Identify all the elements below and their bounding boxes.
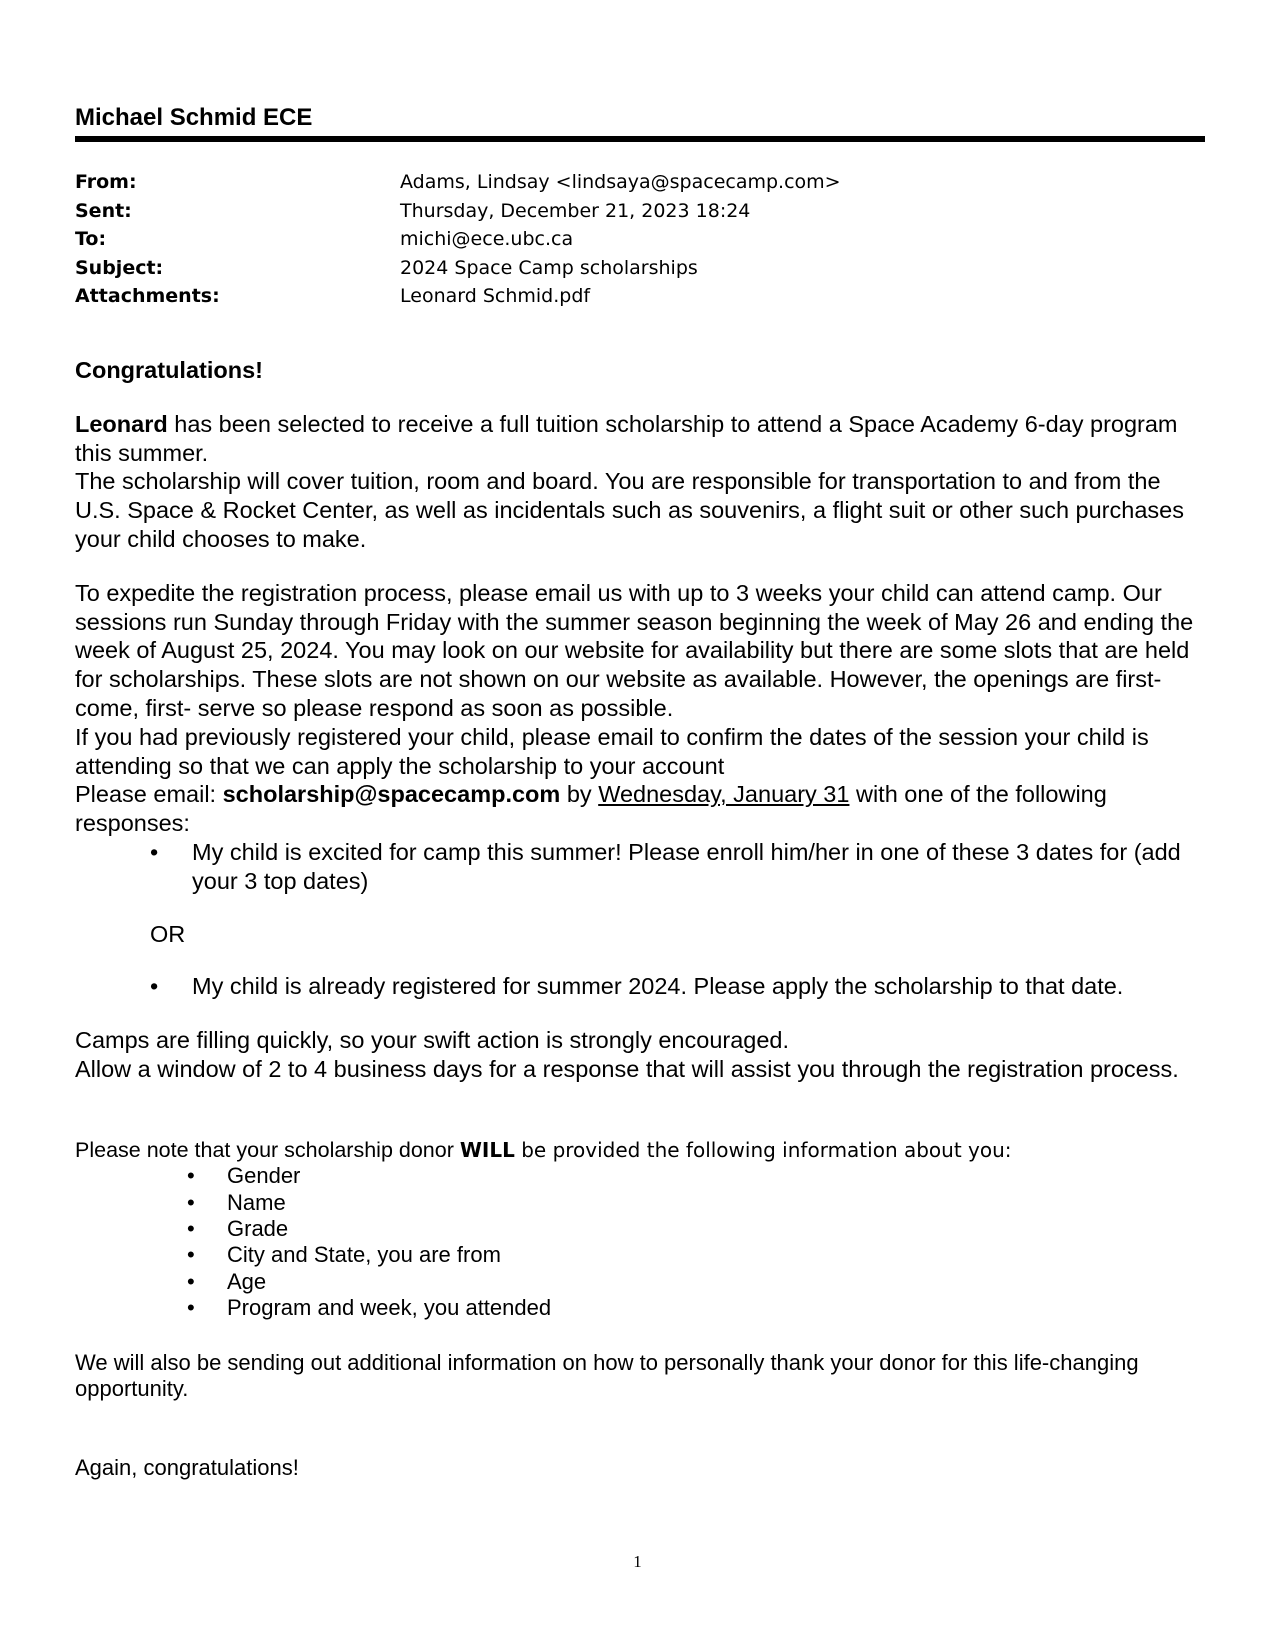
or-separator: OR <box>150 920 186 947</box>
response-option-list <box>75 972 1205 1001</box>
note-prefix: Please note that your scholarship donor <box>75 1137 460 1162</box>
donor-info-item: • Age <box>187 1269 1205 1295</box>
header-rule <box>75 136 1205 142</box>
note-suffix: be provided the following information about you: <box>514 1137 1012 1162</box>
donor-info-item: • City and State, you are from <box>187 1242 1205 1268</box>
page-number: 1 <box>633 1552 642 1571</box>
student-name: Leonard <box>75 410 168 437</box>
donor-info-item: • Program and week, you attended <box>187 1295 1205 1321</box>
attachment-name: Leonard Schmid.pdf <box>400 285 591 308</box>
header-attachments <box>75 282 841 311</box>
header-label: Subject: <box>75 256 164 279</box>
closing-line: Again, congratulations! <box>75 1454 299 1480</box>
header-label: From: <box>75 171 137 193</box>
email-instruction <box>75 780 1205 838</box>
document-owner: Michael Schmid ECE <box>75 104 313 131</box>
header-from <box>75 168 841 197</box>
header-to <box>75 225 841 254</box>
header-subject <box>75 254 841 283</box>
previously-paragraph: If you had previously registered your child, please email to confirm the dates of the session your child is attending so that we can apply the scholarship to your account <box>75 723 1149 779</box>
filling-paragraph: Camps are filling quickly, so your swift action is strongly encouraged. <box>75 1027 790 1054</box>
donor-info-list <box>75 1163 1205 1321</box>
email-suffix: with one of the following responses: <box>75 781 1107 837</box>
donor-info-item: • Gender <box>187 1163 1205 1189</box>
coverage-paragraph: The scholarship will cover tuition, room and board. You are responsible for transportation to and from the U.S. Space & Rocket Center, as well as incidentals such as souvenirs, a flight suit or other such purchases your child chooses to make. <box>75 468 1184 552</box>
header-sent <box>75 197 841 226</box>
header-value: Thursday, December 21, 2023 18:24 <box>400 199 751 222</box>
response-option-list <box>75 838 1205 896</box>
email-by: by <box>560 781 599 808</box>
header-label: Attachments: <box>75 285 220 308</box>
scholarship-email: scholarship@spacecamp.com <box>222 781 561 808</box>
email-body <box>75 356 1205 1481</box>
note-will: WILL <box>459 1137 515 1162</box>
deadline-date: Wednesday, January 31 <box>598 781 850 808</box>
expedite-paragraph: To expedite the registration process, please email us with up to 3 weeks your child can attend camp. Our sessions run Sunday through Friday with the summer season beginning the week of May 26 and ending the week of August 25, 2024. You may look on our website for availability but there are some slots that are held for scholarships. These slots are not shown on our website as available. However, the openings are first-come, first- serve so please respond as soon as possible. <box>75 579 1194 721</box>
header-value: Adams, Lindsay <lindsaya@spacecamp.com> <box>400 171 841 193</box>
email-prefix: Please email: <box>75 781 223 808</box>
greeting: Congratulations! <box>75 357 263 383</box>
header-label: To: <box>75 228 107 251</box>
window-paragraph: Allow a window of 2 to 4 business days for a response that will assist you through the registration process. <box>75 1055 1179 1082</box>
selected-text: has been selected to receive a full tuition scholarship to attend a Space Academy 6-day program this summer. <box>75 410 1178 466</box>
donor-info-item: • Grade <box>187 1216 1205 1242</box>
header-value: 2024 Space Camp scholarships <box>400 256 698 279</box>
email-header-block <box>75 168 841 311</box>
donor-info-item: • Name <box>187 1190 1205 1216</box>
header-value: michi@ece.ubc.ca <box>400 228 574 251</box>
header-label: Sent: <box>75 199 132 222</box>
response-option: • My child is excited for camp this summer! Please enroll him/her in one of these 3 dates for (add your 3 top dates) <box>150 838 1205 896</box>
donor-note <box>75 1137 1205 1164</box>
selected-paragraph <box>75 410 1205 468</box>
thank-donor-paragraph: We will also be sending out additional information on how to personally thank your donor for this life-changing opportunity. <box>75 1349 1139 1402</box>
response-option: • My child is already registered for summer 2024. Please apply the scholarship to that date. <box>150 972 1205 1001</box>
